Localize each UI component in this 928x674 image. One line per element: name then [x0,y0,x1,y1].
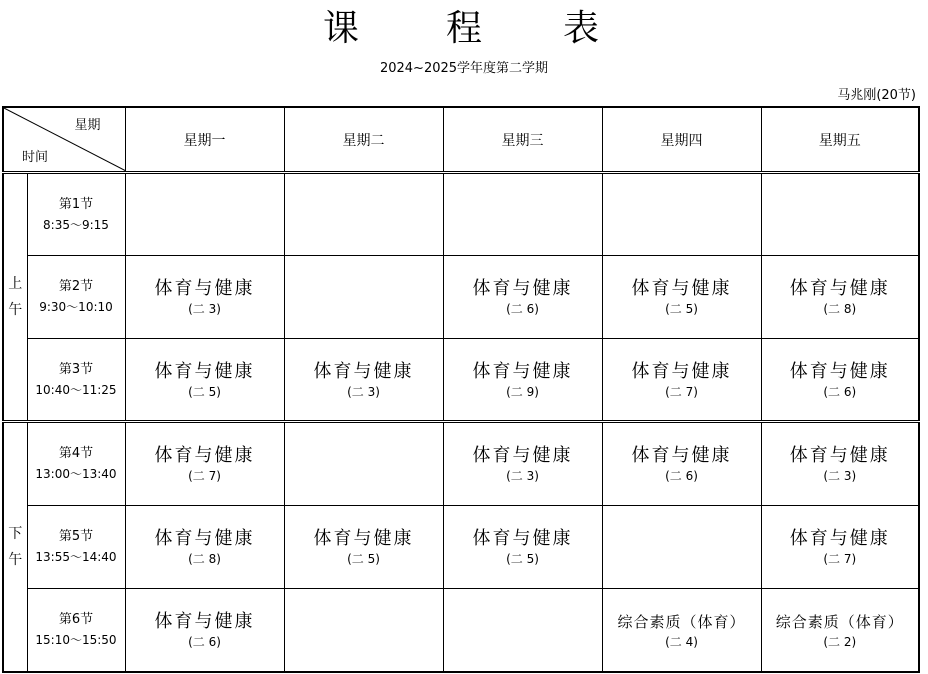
period-time: 15:10～15:50 [35,633,117,647]
course-room: (二 3) [823,469,857,483]
course-room: (二 8) [823,302,857,316]
day-header: 星期一 [125,107,284,173]
morning-label [3,173,27,422]
course-room: (二 8) [188,552,221,566]
class-cell [284,506,443,589]
course-name: 体育与健康 [313,360,414,382]
course-name: 综合素质（体育） [617,613,746,631]
class-cell [443,422,602,506]
course-name: 体育与健康 [789,445,890,466]
class-cell [125,589,284,673]
empty-cell [284,173,443,256]
day-header: 星期三 [443,107,602,173]
class-cell [443,506,602,589]
course-name: 体育与健康 [472,360,573,382]
period-cell [27,589,125,673]
class-cell [284,339,443,422]
course-name: 体育与健康 [789,278,890,299]
empty-cell [443,589,602,673]
class-cell [761,589,919,673]
empty-cell [284,256,443,339]
course-name: 体育与健康 [472,278,573,299]
course-room: (二 6) [188,635,221,649]
period-row [3,506,919,589]
class-cell [125,256,284,339]
course-name: 体育与健康 [154,611,255,632]
empty-cell [125,173,284,256]
course-name: 体育与健康 [154,445,255,466]
course-room: (二 7) [665,384,698,399]
period-row [3,589,919,673]
period-name: 第5节 [58,529,94,544]
empty-cell [602,173,761,256]
teacher-label: 马兆刚(20节) [837,88,916,103]
class-cell [602,256,761,339]
period-row [3,256,919,339]
day-header: 星期四 [602,107,761,173]
semester-subtitle: 2024~2025学年度第二学期 [379,61,549,76]
class-cell [761,506,919,589]
course-room: (二 5) [188,384,221,399]
period-time: 8:35～9:15 [43,217,109,232]
class-cell [602,589,761,673]
course-room: (二 6) [506,302,539,316]
period-cell [27,256,125,339]
period-cell [27,173,125,256]
course-name: 体育与健康 [472,528,573,549]
period-time: 9:30～10:10 [39,300,113,314]
corner-cell [3,107,125,173]
period-cell [27,422,125,506]
course-room: (二 5) [347,552,380,566]
period-time: 10:40～11:25 [35,382,117,397]
header-row [3,107,919,173]
course-name: 体育与健康 [472,445,573,466]
period-cell [27,339,125,422]
half-char: 午 [8,552,23,568]
class-cell [125,506,284,589]
period-name: 第6节 [58,612,94,627]
class-cell [761,422,919,506]
class-cell [761,256,919,339]
course-name: 体育与健康 [789,360,890,382]
period-name: 第1节 [58,196,94,212]
class-cell [125,339,284,422]
course-name: 体育与健康 [154,278,255,299]
empty-cell [602,506,761,589]
period-name: 第3节 [58,361,94,377]
course-room: (二 4) [665,635,698,649]
course-room: (二 7) [823,552,857,566]
title-char: 表 [563,8,600,49]
afternoon-label [3,422,27,673]
class-cell [602,422,761,506]
course-name: 体育与健康 [313,528,414,549]
class-cell [761,339,919,422]
title-char: 课 [323,8,360,49]
empty-cell [443,173,602,256]
class-cell [443,339,602,422]
empty-cell [761,173,919,256]
period-row [3,422,919,506]
period-name: 第4节 [58,446,94,461]
course-room: (二 7) [188,469,221,483]
half-char: 上 [8,276,23,292]
period-cell [27,506,125,589]
course-room: (二 3) [506,469,539,483]
half-char: 午 [8,302,23,318]
class-cell [443,256,602,339]
half-char: 下 [8,526,23,542]
empty-cell [284,589,443,673]
corner-day-label: 星期 [74,118,101,133]
class-cell [125,422,284,506]
day-header: 星期五 [761,107,919,173]
course-room: (二 3) [347,384,380,399]
course-room: (二 6) [665,469,698,483]
corner-time-label: 时间 [22,150,49,165]
schedule-title [0,4,928,54]
course-room: (二 5) [506,552,539,566]
course-name: 综合素质（体育） [775,613,904,631]
course-name: 体育与健康 [154,360,255,382]
course-room: (二 3) [188,302,221,316]
course-name: 体育与健康 [154,528,255,549]
course-name: 体育与健康 [789,528,890,549]
schedule-table [2,106,920,673]
course-room: (二 5) [665,302,698,316]
course-name: 体育与健康 [631,360,732,382]
period-name: 第2节 [58,279,94,294]
empty-cell [284,422,443,506]
course-room: (二 6) [823,384,857,399]
course-name: 体育与健康 [631,445,732,466]
period-row [3,173,919,256]
course-room: (二 2) [823,635,857,649]
day-header: 星期二 [284,107,443,173]
period-time: 13:55～14:40 [35,550,117,564]
period-row [3,339,919,422]
course-room: (二 9) [506,384,539,399]
period-time: 13:00～13:40 [35,467,117,481]
title-char: 程 [446,8,483,49]
class-cell [602,339,761,422]
course-name: 体育与健康 [631,278,732,299]
